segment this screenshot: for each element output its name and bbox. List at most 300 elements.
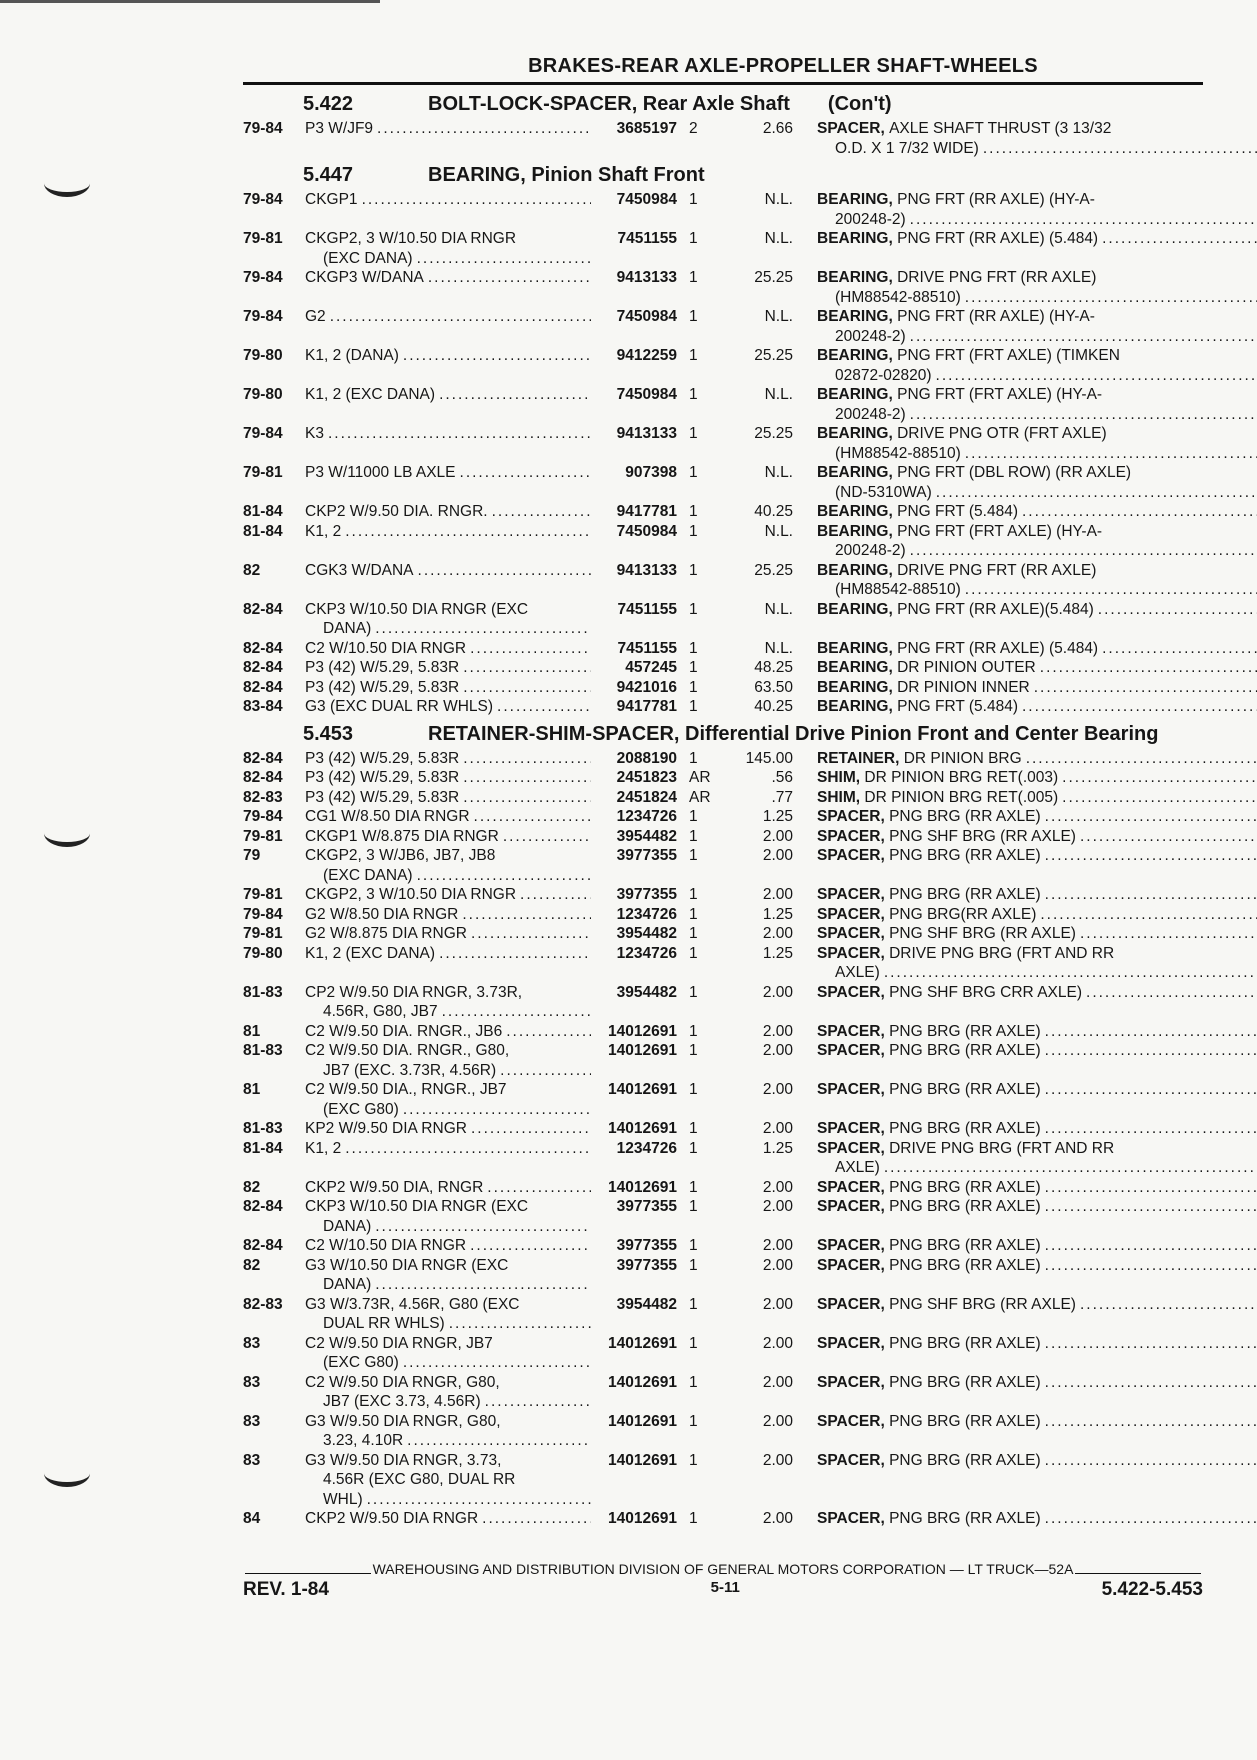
model-text: G2	[305, 308, 326, 325]
list-price: 2.00	[762, 1178, 793, 1196]
part-description	[793, 788, 1257, 808]
part-name: BEARING,	[817, 503, 893, 520]
part-name: SPACER,	[817, 827, 885, 845]
part-name: SPACER,	[817, 905, 885, 923]
quantity: 1	[689, 905, 698, 923]
model-application	[305, 788, 595, 808]
model-year: 82-84	[243, 639, 283, 657]
model-year: 79-81	[243, 925, 283, 942]
leader-dots	[936, 366, 1257, 386]
description-line	[817, 580, 1257, 600]
model-line	[305, 229, 595, 249]
footer-section-range: 5.422-5.453	[1101, 1578, 1203, 1600]
model-text: CKP3 W/10.50 DIA RNGR (EXC	[305, 1198, 529, 1215]
parts-row	[243, 983, 1203, 1022]
description-text: PNG FRT (FRT AXLE) (TIMKEN	[897, 347, 1120, 364]
parts-row	[243, 1119, 1203, 1139]
section-number: 5.453	[303, 722, 354, 745]
model-line	[305, 924, 595, 944]
part-number: 14012691	[608, 1451, 677, 1469]
part-name: SPACER,	[817, 1373, 885, 1391]
description-text: PNG FRT (RR AXLE) (HY-A-	[897, 191, 1095, 208]
model-line	[305, 658, 595, 678]
leader-dots	[884, 963, 1257, 983]
list-price: 1.25	[762, 905, 793, 923]
model-application	[305, 905, 595, 925]
part-name: SPACER,	[817, 120, 885, 137]
description-text: PNG BRG(RR AXLE)	[889, 905, 1037, 923]
description-text: 200248-2)	[835, 210, 906, 228]
part-description	[793, 502, 1257, 522]
parts-row	[243, 268, 1203, 307]
model-line	[305, 846, 595, 866]
model-year: 82	[243, 1178, 261, 1196]
part-name: SPACER,	[817, 1334, 885, 1352]
part-name: BEARING,	[817, 308, 893, 325]
part-number: 3954482	[616, 827, 677, 845]
leader-dots	[1045, 885, 1257, 905]
model-application	[305, 944, 595, 983]
model-line	[305, 1041, 595, 1061]
leader-dots	[428, 268, 591, 288]
model-text: (EXC DANA)	[323, 866, 413, 884]
leader-dots	[417, 249, 591, 269]
part-number: 2088190	[616, 749, 677, 767]
part-number: 9413133	[616, 561, 677, 579]
part-description	[793, 600, 1257, 639]
description-line	[817, 1256, 1257, 1276]
quantity: 1	[689, 561, 698, 579]
model-line	[305, 522, 595, 542]
model-text: CKP2 W/9.50 DIA, RNGR	[305, 1178, 484, 1196]
model-text: G2 W/8.875 DIA RNGR	[305, 925, 467, 942]
quantity: 1	[689, 983, 698, 1001]
model-line	[305, 1451, 595, 1471]
part-description	[793, 307, 1257, 346]
model-year: 79-84	[243, 808, 283, 825]
list-price: N.L.	[764, 386, 793, 403]
model-line	[305, 1178, 595, 1198]
leader-dots	[936, 483, 1257, 503]
description-text: DRIVE PNG FRT (RR AXLE)	[897, 269, 1097, 286]
description-line	[817, 561, 1257, 581]
part-description	[793, 639, 1257, 659]
part-description	[793, 1412, 1257, 1451]
model-year: 79-84	[243, 905, 283, 923]
model-year: 79-80	[243, 386, 283, 403]
part-name: SPACER,	[817, 1081, 885, 1098]
model-year: 82	[243, 561, 261, 579]
model-year: 81-83	[243, 1120, 283, 1137]
list-price: 63.50	[754, 678, 793, 696]
model-year: 83	[243, 1412, 261, 1430]
model-year: 83	[243, 1373, 261, 1391]
part-number: 3977355	[616, 1256, 677, 1274]
model-application	[305, 807, 595, 827]
model-text: DUAL RR WHLS)	[323, 1315, 445, 1332]
part-number: 3977355	[616, 1198, 677, 1215]
part-number: 9413133	[616, 269, 677, 286]
footer-rule-left	[245, 1564, 371, 1574]
model-application	[305, 1509, 595, 1529]
description-text: (HM88542-88510)	[835, 581, 961, 598]
model-application	[305, 658, 595, 678]
model-line	[305, 502, 595, 522]
parts-row	[243, 1197, 1203, 1236]
model-text: K1, 2 (DANA)	[305, 347, 399, 364]
part-description	[793, 807, 1257, 827]
part-number: 14012691	[608, 1081, 677, 1098]
leader-dots	[470, 1236, 591, 1256]
description-line	[817, 639, 1257, 659]
part-number: 14012691	[608, 1334, 677, 1352]
model-year: 82-83	[243, 788, 283, 806]
list-price: 25.25	[754, 347, 793, 364]
part-description	[793, 1080, 1257, 1119]
description-text: PNG BRG (RR AXLE)	[889, 1237, 1041, 1254]
leader-dots	[1045, 1022, 1257, 1042]
description-text: (ND-5310WA)	[835, 483, 932, 501]
model-line	[305, 561, 595, 581]
model-text: G3 W/3.73R, 4.56R, G80 (EXC	[305, 1295, 520, 1313]
part-number: 9417781	[616, 698, 677, 715]
model-year: 81-83	[243, 983, 283, 1001]
description-text: PNG FRT (RR AXLE) (5.484)	[897, 639, 1099, 657]
list-price: 2.00	[762, 983, 793, 1001]
model-year: 79-80	[243, 347, 283, 364]
description-line	[817, 1373, 1257, 1393]
parts-row	[243, 905, 1203, 925]
leader-dots	[463, 658, 591, 678]
list-price: 2.00	[762, 1120, 793, 1137]
model-text: P3 W/JF9	[305, 120, 374, 137]
model-text: KP2 W/9.50 DIA RNGR	[305, 1120, 467, 1137]
model-application	[305, 1080, 595, 1119]
description-line	[817, 424, 1257, 444]
model-application	[305, 1256, 595, 1295]
model-application	[305, 424, 595, 463]
parts-row	[243, 1334, 1203, 1373]
description-line	[817, 1022, 1257, 1042]
leader-dots	[965, 444, 1257, 464]
part-number: 14012691	[608, 1373, 677, 1391]
description-line	[817, 229, 1257, 249]
model-year: 79-84	[243, 191, 283, 208]
model-application	[305, 502, 595, 522]
section-title-text: RETAINER-SHIM-SPACER, Differential Drive Pinion Front and Center Bearing	[428, 722, 1159, 745]
list-price: 2.00	[762, 1256, 793, 1274]
part-number: 7450984	[616, 308, 677, 325]
part-name: SPACER,	[817, 1510, 885, 1527]
model-year: 79-84	[243, 120, 283, 137]
description-text: PNG BRG (RR AXLE)	[889, 886, 1041, 903]
model-application	[305, 768, 595, 788]
part-description	[793, 749, 1257, 769]
model-application	[305, 268, 595, 307]
model-text: CKGP2, 3 W/10.50 DIA RNGR	[305, 886, 517, 903]
list-price: 1.25	[762, 944, 793, 962]
description-line	[817, 1236, 1257, 1256]
description-line	[817, 807, 1257, 827]
part-description	[793, 1236, 1257, 1256]
parts-row	[243, 522, 1203, 561]
part-name: SPACER,	[817, 1256, 885, 1274]
list-price: 25.25	[754, 425, 793, 442]
parts-row	[243, 658, 1203, 678]
list-price: 48.25	[754, 659, 793, 676]
parts-row	[243, 229, 1203, 268]
parts-row	[243, 788, 1203, 808]
leader-dots	[463, 788, 591, 808]
description-text: 200248-2)	[835, 327, 906, 345]
part-description	[793, 1022, 1257, 1042]
model-text: 4.56R, G80, JB7	[323, 1003, 438, 1020]
leader-dots	[965, 580, 1257, 600]
model-application	[305, 1451, 595, 1510]
leader-dots	[1040, 905, 1257, 925]
leader-dots	[345, 1139, 591, 1159]
part-number: 7450984	[616, 386, 677, 403]
model-line	[305, 639, 595, 659]
part-number: 457245	[625, 659, 677, 676]
model-application	[305, 697, 595, 717]
model-application	[305, 190, 595, 229]
part-number: 14012691	[608, 1042, 677, 1059]
model-line	[305, 1470, 595, 1490]
description-line	[817, 749, 1257, 769]
description-line	[817, 1412, 1257, 1432]
parts-row	[243, 1022, 1203, 1042]
description-text: PNG SHF BRG (RR AXLE)	[889, 925, 1076, 942]
part-number: 3954482	[616, 1295, 677, 1313]
model-application	[305, 522, 595, 561]
model-year: 82-84	[243, 659, 283, 676]
model-application	[305, 639, 595, 659]
part-name: SPACER,	[817, 1120, 885, 1137]
description-text: PNG FRT (DBL ROW) (RR AXLE)	[897, 464, 1132, 481]
description-text: 200248-2)	[835, 542, 906, 559]
leader-dots	[497, 697, 591, 717]
model-line	[305, 1373, 595, 1393]
model-text: CP2 W/9.50 DIA RNGR, 3.73R,	[305, 983, 523, 1001]
quantity: 1	[689, 925, 698, 942]
model-text: C2 W/9.50 DIA RNGR, G80,	[305, 1373, 500, 1391]
leader-dots	[1045, 1119, 1257, 1139]
leader-dots	[487, 1178, 591, 1198]
description-line	[817, 288, 1257, 308]
leader-dots	[1045, 1334, 1257, 1354]
part-number: 3954482	[616, 983, 677, 1001]
model-text: JB7 (EXC 3.73, 4.56R)	[323, 1393, 481, 1410]
parts-row	[243, 463, 1203, 502]
leader-dots	[1102, 229, 1257, 249]
parts-row	[243, 807, 1203, 827]
leader-dots	[983, 139, 1257, 159]
footer-division-line	[243, 1561, 1203, 1577]
list-price: 1.25	[762, 1139, 793, 1157]
part-description	[793, 385, 1257, 424]
description-text: DR PINION BRG	[903, 749, 1022, 767]
model-application	[305, 678, 595, 698]
model-text: (EXC G80)	[323, 1100, 399, 1118]
description-text: PNG BRG (RR AXLE)	[889, 1198, 1041, 1215]
model-line	[305, 788, 595, 808]
description-text: AXLE)	[835, 1159, 880, 1176]
description-line	[817, 327, 1257, 347]
binder-hole-mark	[44, 820, 90, 847]
part-name: SPACER,	[817, 1022, 885, 1040]
model-text: CKP2 W/9.50 DIA RNGR	[305, 1510, 479, 1527]
model-text: K1, 2	[305, 522, 342, 540]
model-application	[305, 600, 595, 639]
model-text: C2 W/9.50 DIA., RNGR., JB7	[305, 1081, 507, 1098]
model-line	[305, 1100, 595, 1120]
part-name: SPACER,	[817, 847, 885, 864]
model-application	[305, 1236, 595, 1256]
description-line	[817, 885, 1257, 905]
list-price: 2.00	[762, 1451, 793, 1469]
description-text: AXLE SHAFT THRUST (3 13/32	[889, 120, 1112, 137]
list-price: N.L.	[764, 522, 793, 540]
parts-row	[243, 600, 1203, 639]
part-description	[793, 1197, 1257, 1236]
list-price: 25.25	[754, 269, 793, 286]
quantity: 1	[689, 1373, 698, 1391]
part-number: 1234726	[616, 808, 677, 825]
footer-page-number: 5-11	[710, 1578, 740, 1596]
parts-row	[243, 846, 1203, 885]
leader-dots	[328, 424, 591, 444]
list-price: 2.00	[762, 1412, 793, 1430]
leader-dots	[463, 768, 591, 788]
part-name: SPACER,	[817, 1139, 885, 1157]
leader-dots	[1045, 1509, 1257, 1529]
model-line	[305, 697, 595, 717]
description-line	[817, 210, 1257, 230]
model-line	[305, 385, 595, 405]
leader-dots	[1045, 807, 1257, 827]
description-text: DRIVE PNG BRG (FRT AND RR	[889, 944, 1115, 962]
list-price: 2.00	[762, 1510, 793, 1527]
list-price: 25.25	[754, 561, 793, 579]
model-text: P3 W/11000 LB AXLE	[305, 464, 456, 481]
model-year: 79-81	[243, 230, 283, 247]
part-name: SPACER,	[817, 1451, 885, 1469]
model-line	[305, 1002, 595, 1022]
part-name: SHIM,	[817, 788, 861, 806]
quantity: AR	[689, 769, 711, 786]
model-line	[305, 1392, 595, 1412]
quantity: 1	[689, 600, 698, 618]
leader-dots	[1022, 697, 1257, 717]
leader-dots	[910, 405, 1257, 425]
leader-dots	[1080, 924, 1257, 944]
model-application	[305, 983, 595, 1022]
description-text: DR PINION BRG RET(.003)	[864, 769, 1059, 786]
model-year: 83	[243, 1451, 261, 1469]
description-text: PNG FRT (FRT AXLE) (HY-A-	[897, 522, 1103, 540]
part-name: BEARING,	[817, 698, 893, 715]
description-text: (HM88542-88510)	[835, 288, 961, 306]
leader-dots	[1102, 639, 1257, 659]
model-text: C2 W/9.50 DIA. RNGR., JB6	[305, 1022, 503, 1040]
part-name: SPACER,	[817, 1237, 885, 1254]
list-price: .77	[771, 788, 793, 806]
part-description	[793, 1119, 1257, 1139]
model-line	[305, 678, 595, 698]
description-text: PNG BRG (RR AXLE)	[889, 1042, 1041, 1059]
model-text: G3 (EXC DUAL RR WHLS)	[305, 698, 494, 715]
leader-dots	[403, 1353, 591, 1373]
description-line	[817, 366, 1257, 386]
section-continued-label: (Con't)	[827, 93, 892, 115]
description-line	[817, 1041, 1257, 1061]
model-year: 83	[243, 1334, 261, 1352]
leader-dots	[910, 210, 1257, 230]
leader-dots	[418, 561, 591, 581]
leader-dots	[1045, 1451, 1257, 1471]
list-price: 145.00	[745, 749, 793, 767]
quantity: 1	[689, 1120, 698, 1137]
model-year: 79-81	[243, 886, 283, 903]
part-description	[793, 1509, 1257, 1529]
model-application	[305, 307, 595, 346]
footer-revision: REV. 1-84	[243, 1578, 329, 1600]
leader-dots	[375, 619, 591, 639]
leader-dots	[1080, 1295, 1257, 1315]
quantity: 1	[689, 1451, 698, 1469]
model-year: 82-84	[243, 769, 283, 786]
quantity: 1	[689, 698, 698, 715]
description-text: PNG BRG (RR AXLE)	[889, 1334, 1041, 1352]
part-number: 7451155	[617, 600, 677, 618]
model-text: P3 (42) W/5.29, 5.83R	[305, 769, 460, 786]
model-text: P3 (42) W/5.29, 5.83R	[305, 678, 460, 696]
leader-dots	[482, 1509, 591, 1529]
quantity: 1	[689, 827, 698, 845]
quantity: 1	[689, 522, 698, 540]
model-text: CKGP2, 3 W/10.50 DIA RNGR	[305, 230, 517, 247]
binder-hole-mark	[44, 1460, 90, 1487]
parts-row	[243, 885, 1203, 905]
parts-row	[243, 119, 1203, 158]
model-text: CKP2 W/9.50 DIA. RNGR.	[305, 503, 488, 520]
part-description	[793, 924, 1257, 944]
leader-dots	[1026, 749, 1257, 769]
part-number: 14012691	[608, 1178, 677, 1196]
model-line	[305, 1197, 595, 1217]
list-price: 2.00	[762, 1373, 793, 1391]
model-application	[305, 1022, 595, 1042]
model-text: (EXC DANA)	[323, 249, 413, 267]
model-line	[305, 905, 595, 925]
leader-dots	[884, 1158, 1257, 1178]
model-text: 4.56R (EXC G80, DUAL RR	[323, 1471, 516, 1488]
parts-row	[243, 749, 1203, 769]
leader-dots	[362, 190, 591, 210]
part-name: BEARING,	[817, 659, 893, 676]
model-text: CG1 W/8.50 DIA RNGR	[305, 808, 470, 825]
quantity: 1	[689, 886, 698, 903]
description-text: DRIVE PNG FRT (RR AXLE)	[897, 561, 1097, 579]
quantity: AR	[689, 788, 711, 806]
leader-dots	[403, 346, 591, 366]
part-name: SPACER,	[817, 944, 885, 962]
model-year: 79-81	[243, 827, 283, 845]
model-line	[305, 1022, 595, 1042]
description-line	[817, 1334, 1257, 1354]
part-name: BEARING,	[817, 191, 893, 208]
